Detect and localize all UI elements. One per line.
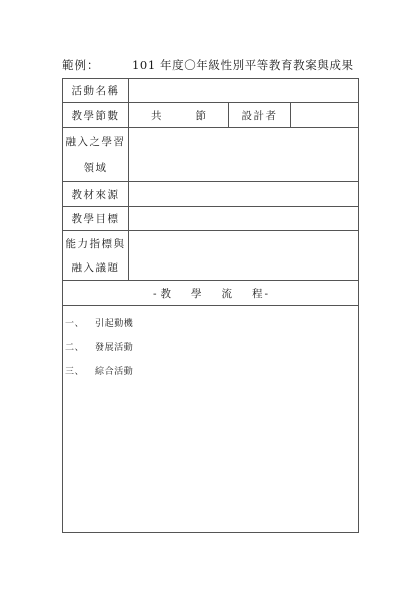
- document-title-row: [62, 57, 362, 73]
- flow-title-char-4: 程: [252, 287, 263, 300]
- periods-label: 教學節數: [63, 103, 129, 128]
- material-value[interactable]: [129, 182, 359, 207]
- flow-dash-left: -: [152, 287, 157, 300]
- activity-name-label: 活動名稱: [63, 79, 129, 103]
- periods-common-text: 共: [151, 109, 162, 122]
- flow-item-text: 引起動機: [95, 319, 134, 329]
- flow-item-number: 二、: [65, 343, 85, 353]
- domain-value[interactable]: [129, 128, 359, 182]
- row-learning-domain: [63, 128, 359, 182]
- teaching-flow-body[interactable]: [63, 306, 359, 533]
- row-activity-name: [63, 79, 359, 103]
- designer-value[interactable]: [291, 103, 359, 128]
- row-objectives: [63, 207, 359, 231]
- row-material-source: [63, 182, 359, 207]
- ability-label-line2: 融入議題: [71, 261, 120, 274]
- row-flow-body: [63, 306, 359, 533]
- flow-title-char-3: 流: [221, 287, 232, 300]
- ability-value[interactable]: [129, 231, 359, 281]
- lesson-plan-table: [62, 78, 359, 533]
- flow-dash-right: -: [264, 287, 269, 300]
- row-periods: [63, 103, 359, 128]
- periods-unit-text: 節: [195, 109, 206, 122]
- designer-label: 設計者: [229, 103, 291, 128]
- material-label: 教材來源: [63, 182, 129, 207]
- objective-value[interactable]: [129, 207, 359, 231]
- teaching-flow-header: [63, 281, 359, 306]
- periods-value[interactable]: [129, 103, 229, 128]
- flow-title-char-1: 教: [160, 287, 171, 300]
- flow-item: [65, 364, 133, 377]
- flow-title-char-2: 學: [191, 287, 202, 300]
- row-ability-indicators: [63, 231, 359, 281]
- activity-name-value[interactable]: [129, 79, 359, 103]
- flow-item: [65, 340, 133, 353]
- example-label: 範例：: [62, 58, 100, 72]
- domain-label-line1: 融入之學習: [65, 135, 126, 148]
- flow-item: [65, 316, 133, 329]
- objective-label: 教學目標: [63, 207, 129, 231]
- row-flow-header: [63, 281, 359, 306]
- flow-item-text: 綜合活動: [95, 367, 134, 377]
- ability-label: [63, 231, 129, 281]
- flow-item-number: 三、: [65, 367, 85, 377]
- document-title: 101 年度〇年級性別平等教育教案與成果: [132, 58, 354, 72]
- ability-label-line1: 能力指標與: [65, 237, 126, 250]
- domain-label: [63, 128, 129, 182]
- domain-label-line2: 領域: [83, 161, 108, 174]
- flow-item-text: 發展活動: [95, 343, 134, 353]
- flow-item-number: 一、: [65, 319, 85, 329]
